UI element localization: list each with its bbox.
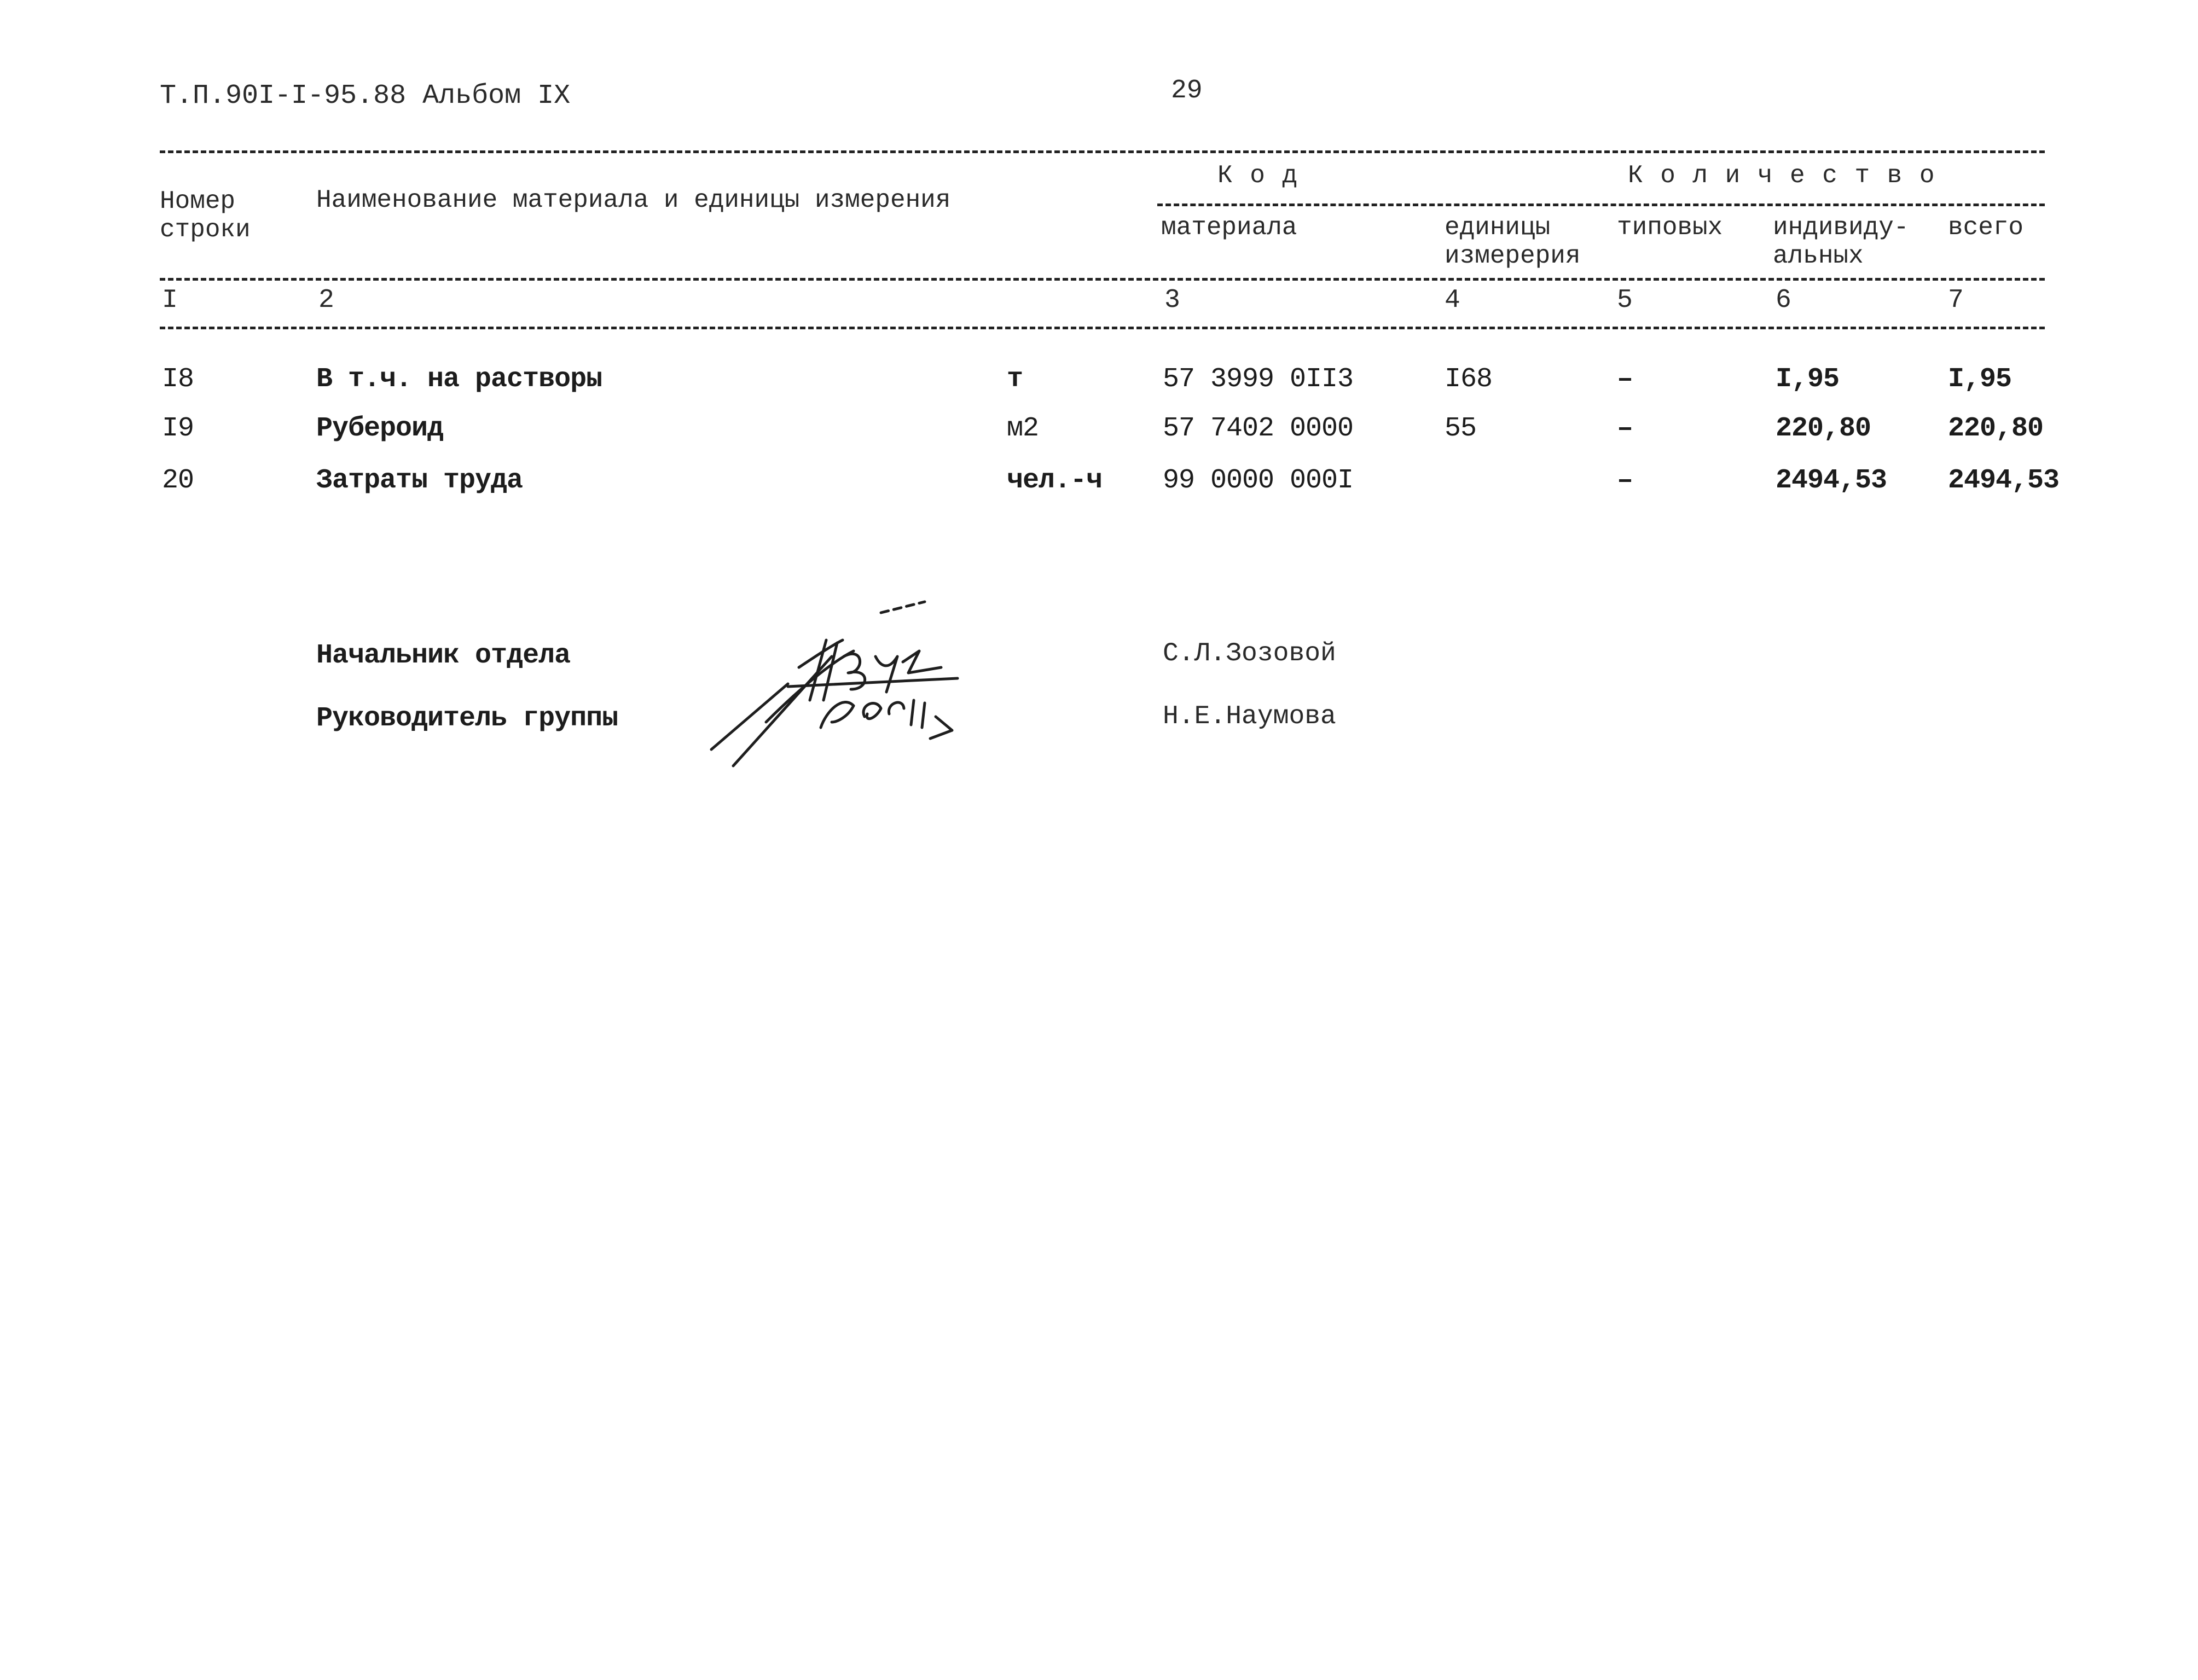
handwritten-signature — [700, 591, 1051, 777]
colnum-2: 2 — [318, 286, 334, 315]
row-3-unit: чел.-ч — [1007, 465, 1103, 496]
row-2-total: 220,80 — [1948, 413, 2044, 444]
table-colnum-rule — [160, 327, 2045, 329]
row-3-individual: 2494,53 — [1776, 465, 1887, 496]
colnum-6: 6 — [1776, 286, 1791, 315]
row-1-typical: – — [1617, 364, 1633, 395]
header-material: материала — [1161, 213, 1297, 242]
row-3-num: 20 — [162, 465, 194, 496]
row-1-unit-code: I68 — [1445, 364, 1493, 395]
row-2-unit-code: 55 — [1445, 413, 1477, 444]
colnum-3: 3 — [1164, 286, 1180, 315]
table-top-rule — [160, 150, 2045, 153]
row-3-typical: – — [1617, 465, 1633, 496]
header-total: всего — [1948, 213, 2024, 242]
row-1-code: 57 3999 0II3 — [1163, 364, 1354, 395]
row-2-num: I9 — [162, 413, 194, 444]
row-1-individual: I,95 — [1776, 364, 1840, 395]
row-2-unit: м2 — [1007, 413, 1039, 444]
row-2-typical: – — [1617, 413, 1633, 444]
colnum-1: I — [162, 286, 178, 315]
colnum-4: 4 — [1445, 286, 1460, 315]
header-quantity-group: К о л и ч е с т в о — [1628, 161, 1936, 190]
signature-2-position: Руководитель группы — [316, 703, 618, 734]
row-2-name: Рубероид — [316, 413, 444, 444]
row-2-code: 57 7402 0000 — [1163, 413, 1354, 444]
row-1-total: I,95 — [1948, 364, 2012, 395]
row-1-unit: т — [1007, 364, 1023, 395]
header-individual: индивиду- альных — [1773, 213, 1909, 270]
header-typical: типовых — [1617, 213, 1723, 242]
table-header-rule — [160, 278, 2045, 281]
document-title: Т.П.90I-I-95.88 Альбом IX — [160, 80, 571, 112]
row-3-code: 99 0000 000I — [1163, 465, 1354, 496]
row-1-name: В т.ч. на растворы — [316, 364, 602, 395]
header-row-number: Номер строки — [160, 187, 251, 244]
header-unit: единицы измерерия — [1445, 213, 1581, 270]
signature-1-position: Начальник отдела — [316, 640, 571, 671]
row-1-num: I8 — [162, 364, 194, 395]
row-3-total: 2494,53 — [1948, 465, 2060, 496]
signature-1-name: С.Л.Зозовой — [1163, 639, 1336, 668]
table-group-rule — [1157, 204, 2045, 206]
colnum-5: 5 — [1617, 286, 1633, 315]
page-number: 29 — [1171, 76, 1203, 106]
header-code-group: К о д — [1217, 161, 1299, 190]
row-3-name: Затраты труда — [316, 465, 523, 496]
signature-2-name: Н.Е.Наумова — [1163, 702, 1336, 731]
header-name: Наименование материала и единицы измерения — [316, 186, 951, 214]
row-2-individual: 220,80 — [1776, 413, 1871, 444]
colnum-7: 7 — [1948, 286, 1964, 315]
